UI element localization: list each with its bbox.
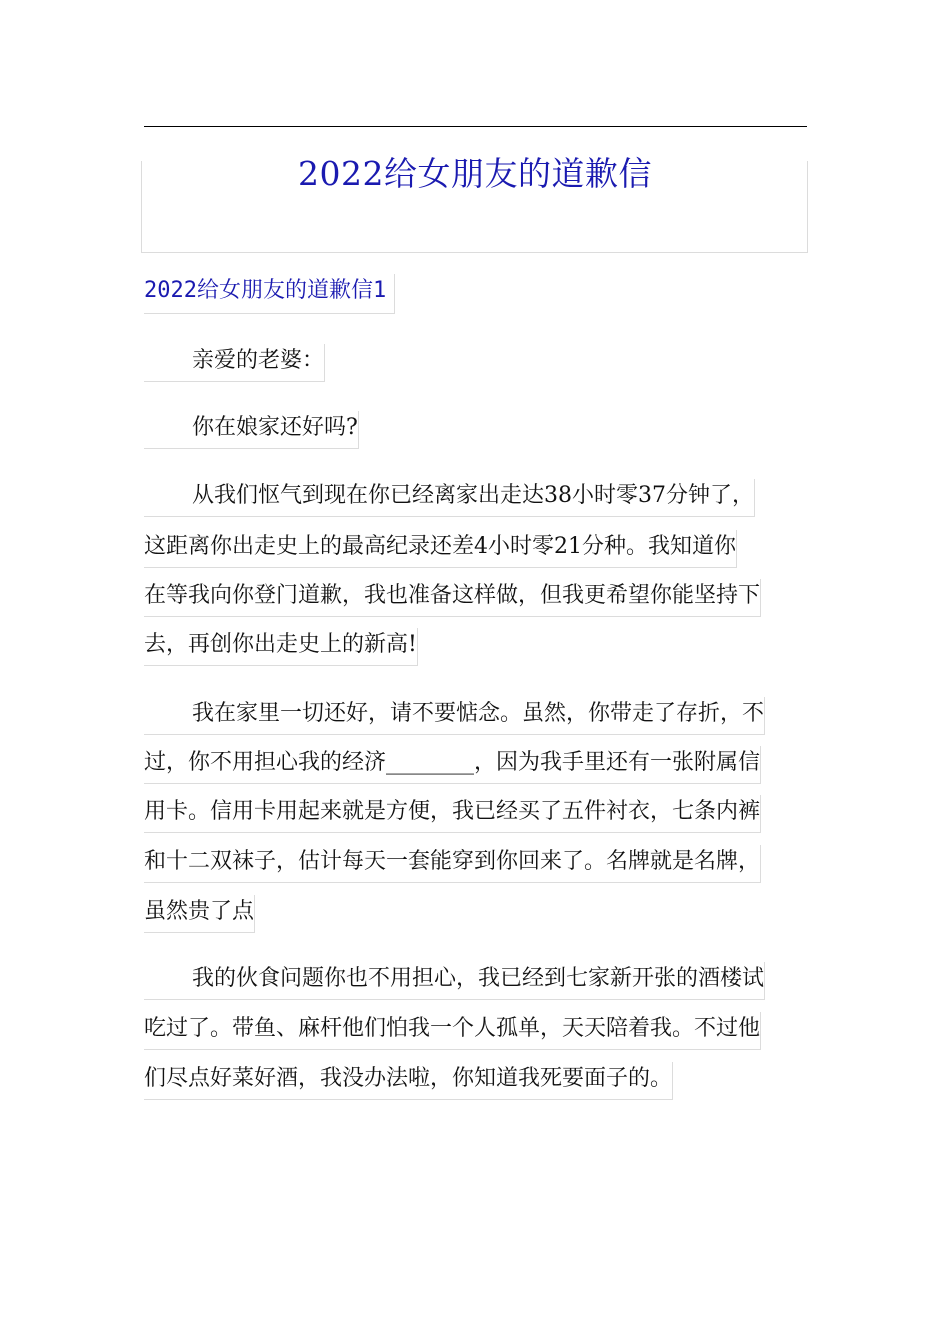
paragraph-2-line-3: 用卡。信用卡用起来就是方便，我已经买了五件衬衣，七条内裤	[144, 795, 761, 833]
paragraph-3-line-2: 吃过了。带鱼、麻杆他们怕我一个人孤单，天天陪着我。不过他	[144, 1012, 761, 1050]
top-rule	[144, 126, 807, 127]
greeting-line: 你在娘家还好吗?	[144, 411, 359, 449]
paragraph-3-line-3: 们尽点好菜好酒，我没办法啦，你知道我死要面子的。	[144, 1062, 673, 1100]
paragraph-1-line-2: 这距离你出走史上的最高纪录还差4小时零21分种。我知道你	[144, 530, 737, 568]
paragraph-2-line-5: 虽然贵了点	[144, 895, 255, 933]
paragraph-2-line-1: 我在家里一切还好，请不要惦念。虽然，你带走了存折，不	[144, 697, 765, 735]
document-title: 2022给女朋友的道歉信	[298, 154, 652, 193]
paragraph-1-line-3: 在等我向你登门道歉，我也准备这样做，但我更希望你能坚持下	[144, 579, 761, 617]
salutation-line: 亲爱的老婆：	[144, 344, 325, 382]
paragraph-1-line-1: 从我们怄气到现在你已经离家出走达38小时零37分钟了，	[144, 479, 755, 517]
paragraph-2-line-2: 过，你不用担心我的经济________，因为我手里还有一张附属信	[144, 746, 761, 784]
paragraph-1-line-4: 去，再创你出走史上的新高!	[144, 628, 418, 666]
section-heading: 2022给女朋友的道歉信1	[144, 274, 395, 314]
paragraph-3-line-1: 我的伙食问题你也不用担心，我已经到七家新开张的酒楼试	[144, 962, 765, 1000]
paragraph-2-line-4: 和十二双袜子，估计每天一套能穿到你回来了。名牌就是名牌，	[144, 845, 761, 883]
